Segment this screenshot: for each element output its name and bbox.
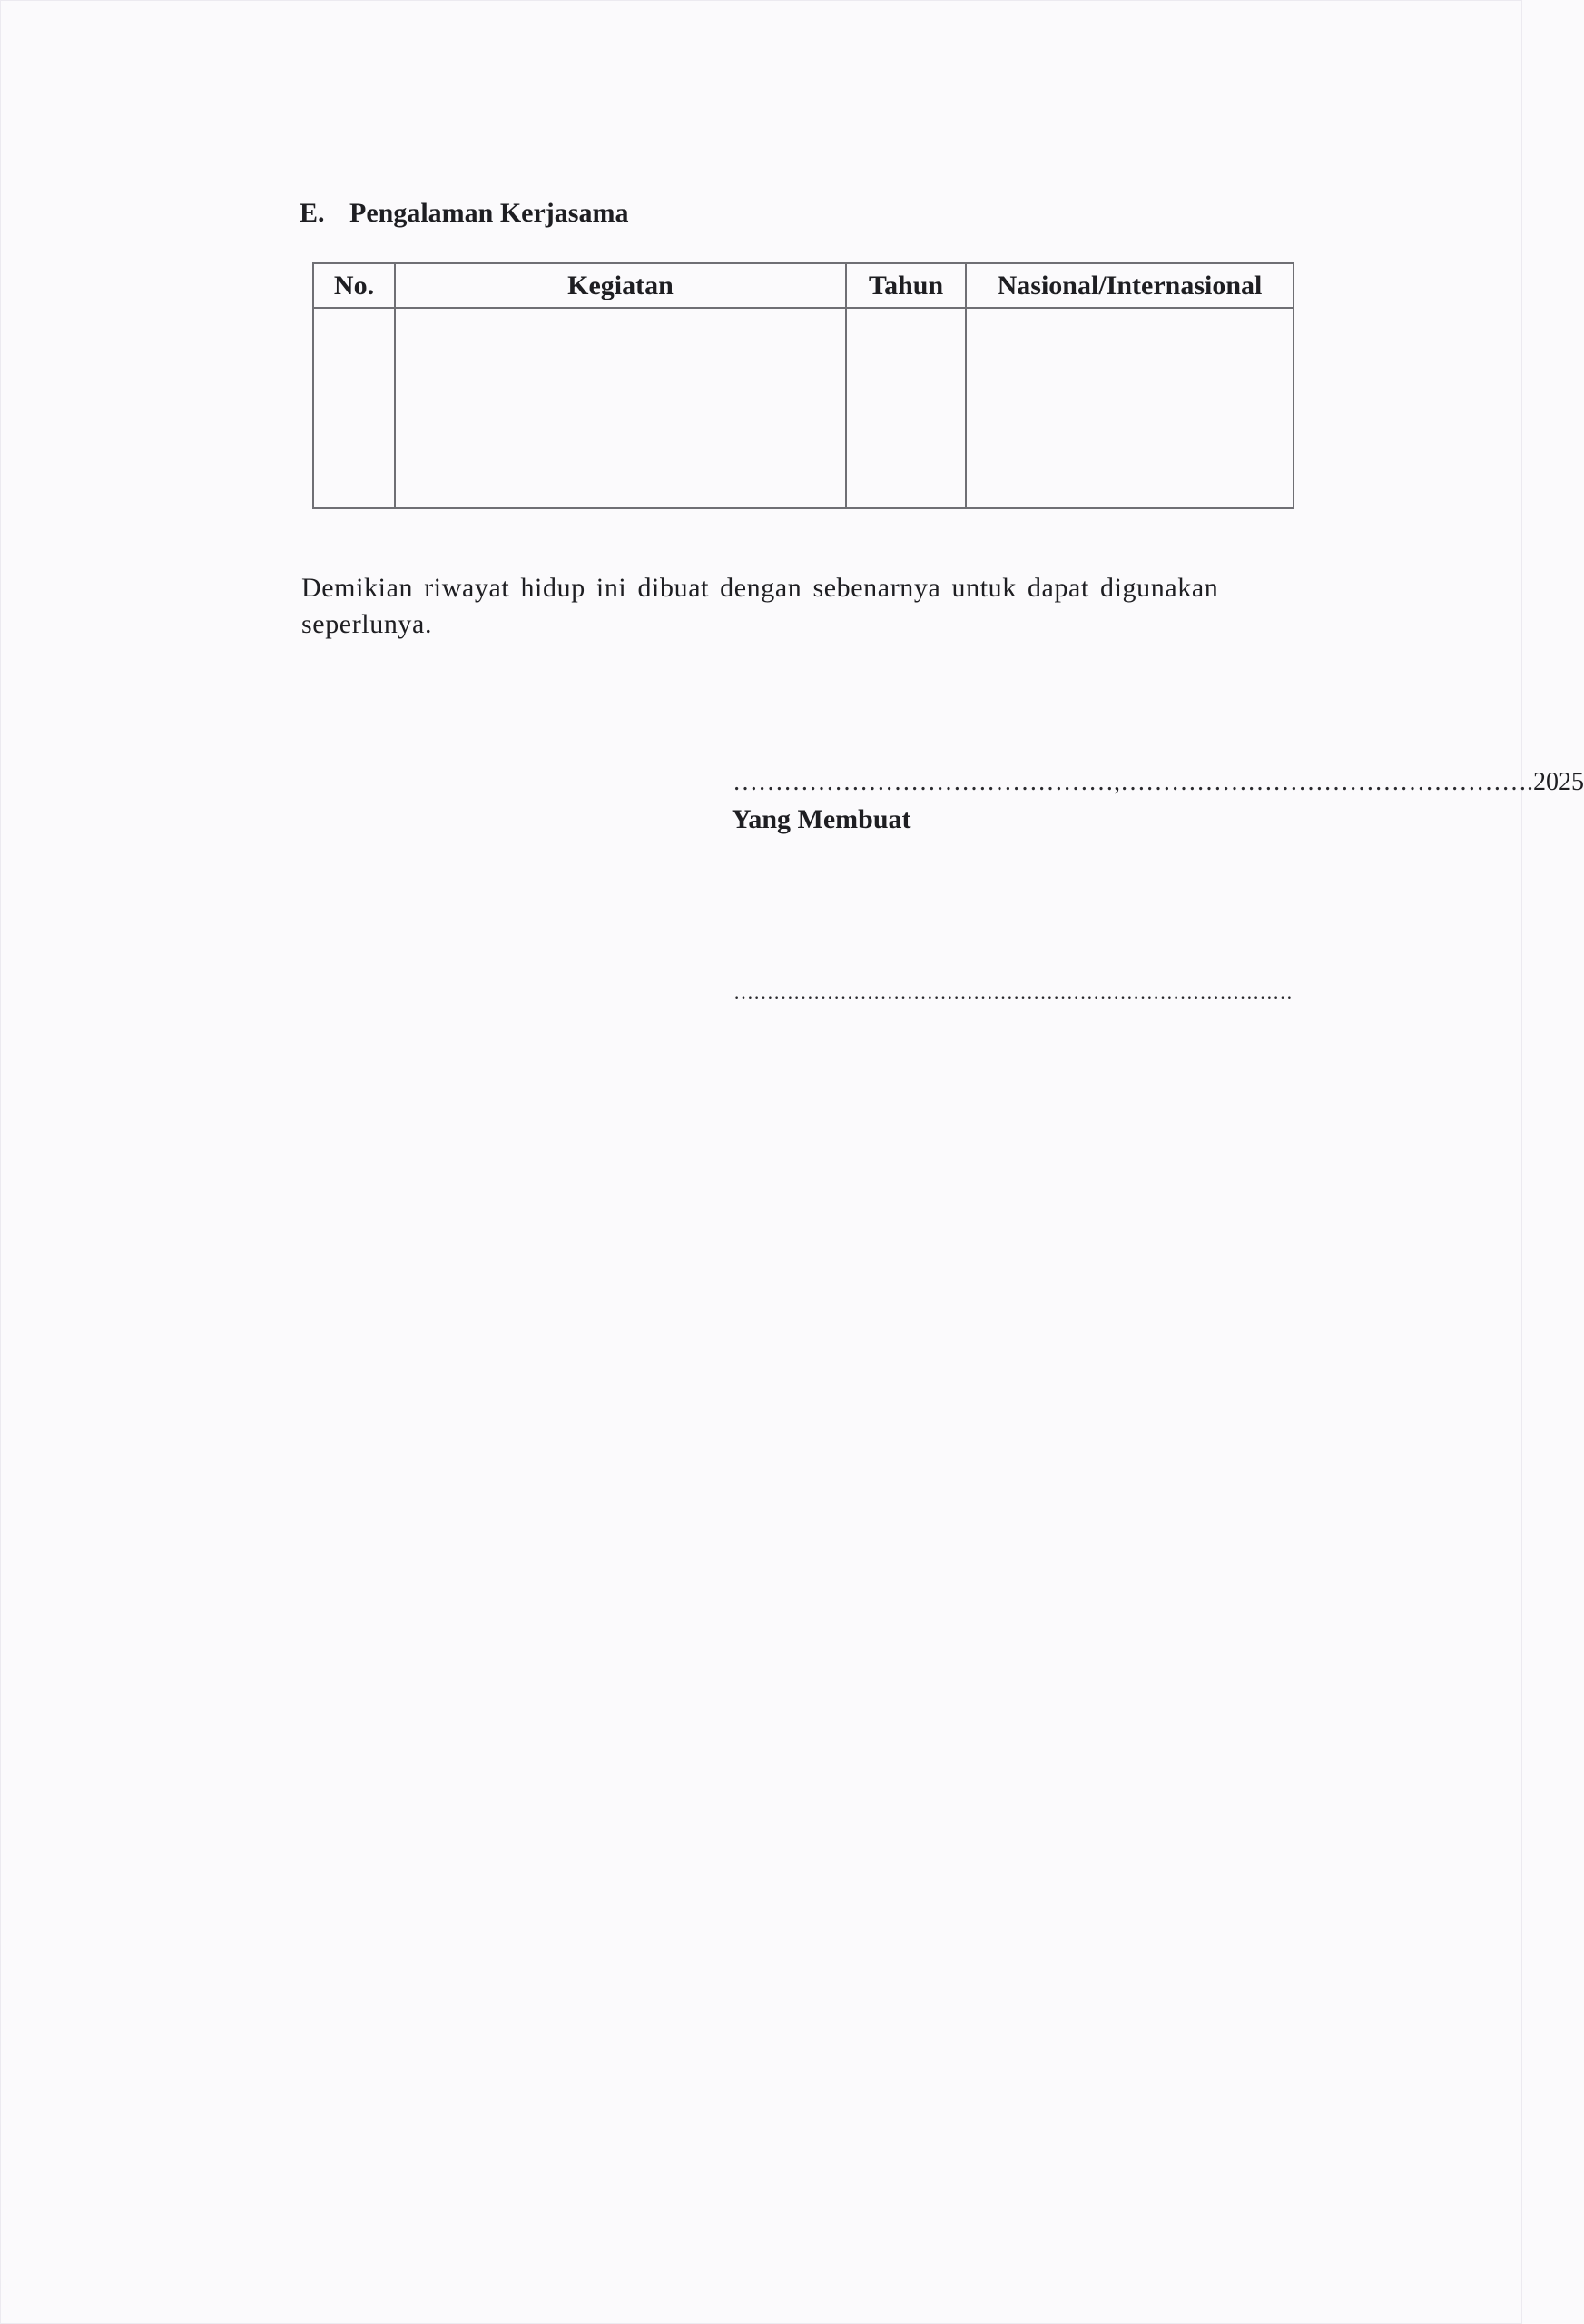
column-header-no: No. [313, 263, 395, 308]
column-header-kegiatan: Kegiatan [395, 263, 846, 308]
column-header-tahun: Tahun [846, 263, 966, 308]
section-title: Pengalaman Kerjasama [349, 198, 629, 228]
signer-label: Yang Membuat [732, 804, 911, 834]
signature-year: 2025 [1533, 768, 1584, 796]
section-letter: E. [300, 198, 325, 228]
table-cell-kegiatan [395, 308, 846, 508]
closing-statement: Demikian riwayat hidup ini dibuat dengan sebenarnya untuk dapat digunakan seperlunya. [301, 573, 1219, 639]
table-cell-nasional-internasional [966, 308, 1294, 508]
column-header-nasional-internasional: Nasional/Internasional [966, 263, 1294, 308]
signer-name-placeholder: ………………………………………………………………………… [733, 980, 1293, 1003]
date-placeholder: …………………………………………. [1120, 768, 1533, 796]
table-header-row [313, 263, 1294, 308]
table-row [313, 308, 1294, 508]
cooperation-table [312, 262, 1294, 509]
section-heading [300, 198, 628, 229]
place-placeholder: ……………………………………… [733, 768, 1114, 796]
table-cell-tahun [846, 308, 966, 508]
place-date-line [733, 768, 1584, 797]
table-cell-no [313, 308, 395, 508]
place-date-separator: , [1114, 768, 1120, 796]
